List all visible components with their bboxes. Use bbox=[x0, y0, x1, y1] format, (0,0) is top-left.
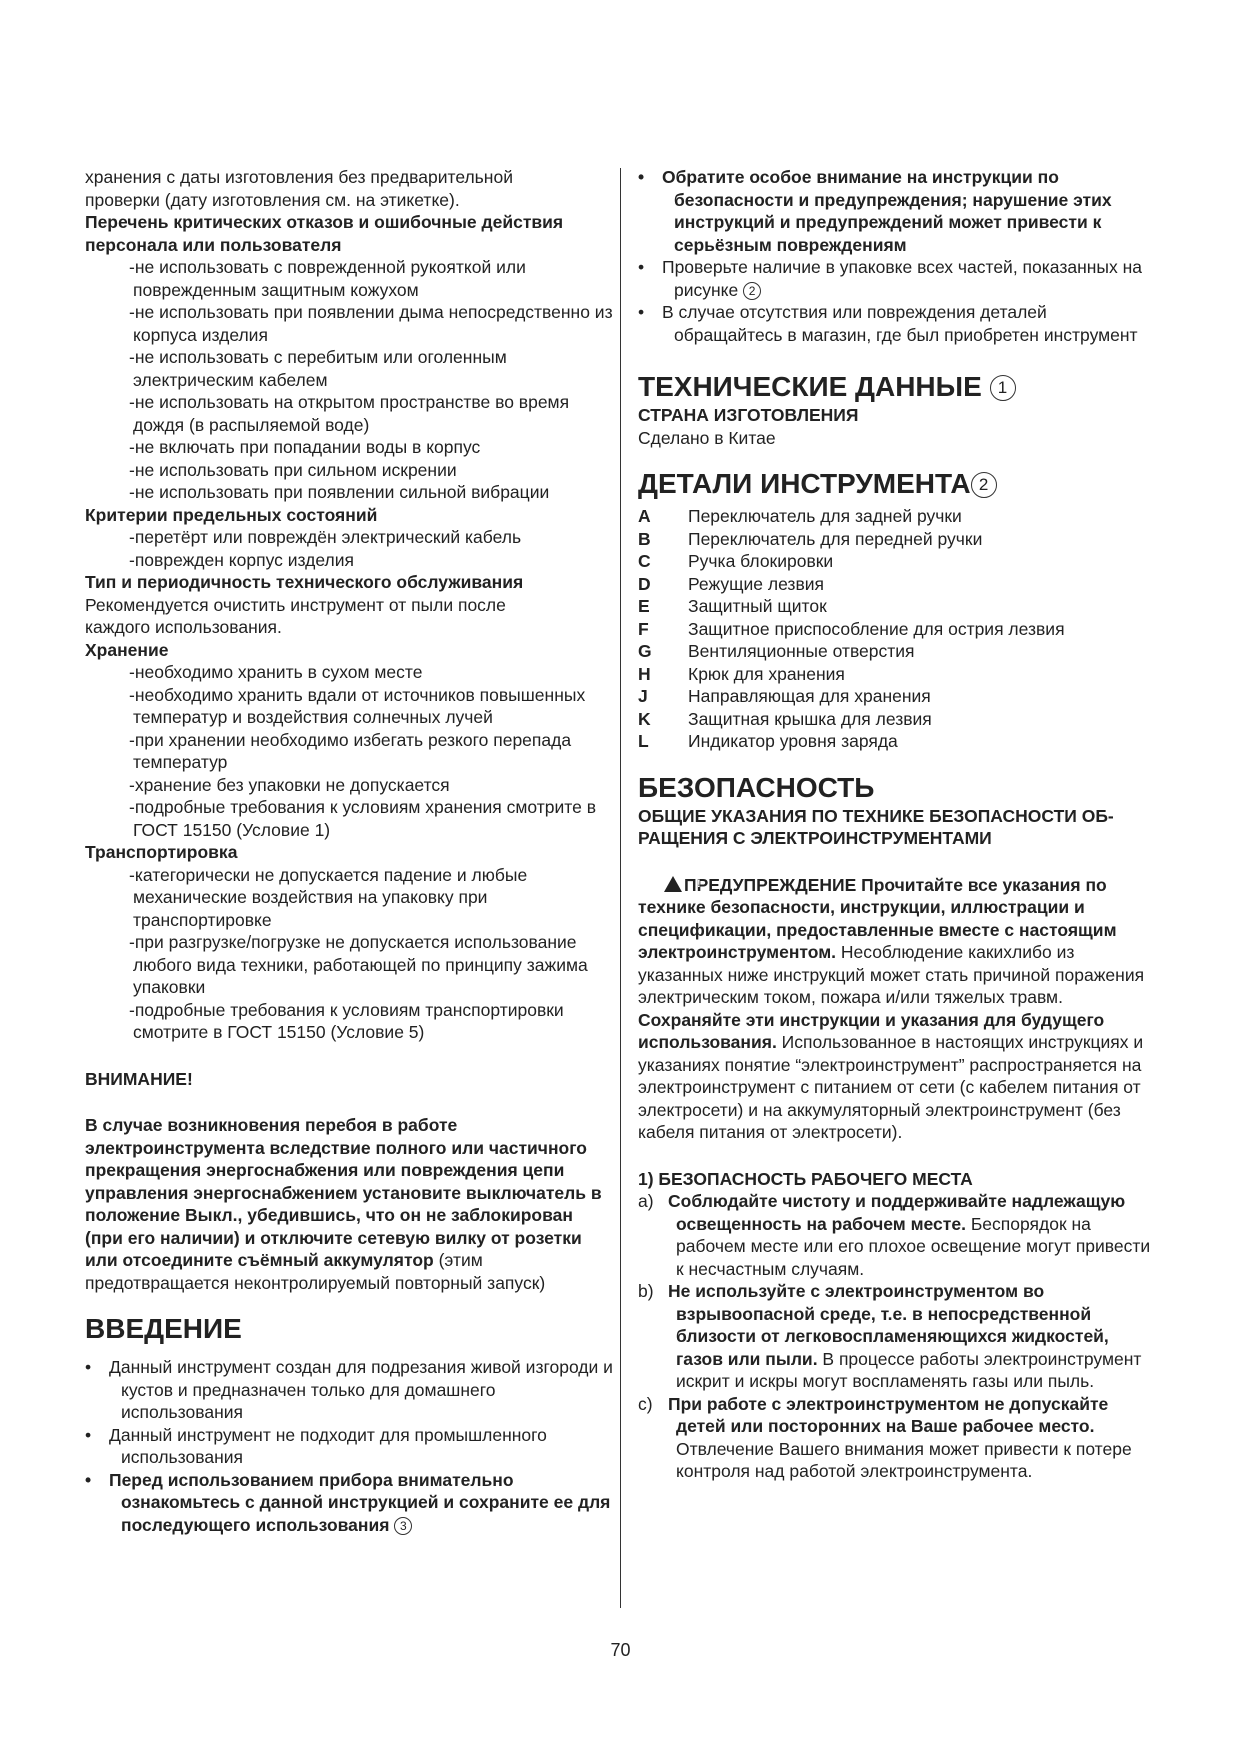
storage-title: Хранение bbox=[85, 639, 169, 660]
warning-triangle-icon bbox=[664, 876, 682, 892]
work-safety-title: 1) БЕЗОПАСНОСТЬ РАБОЧЕГО МЕСТА bbox=[638, 1168, 973, 1189]
tech-heading: ТЕХНИЧЕСКИЕ ДАННЫЕ 1 bbox=[638, 370, 1158, 404]
transport-item: -категорически не допускается падение и любые механические воздействия на упаковку при транспортировке bbox=[129, 864, 528, 930]
failure-item: -не использовать на открытом пространстве во время дождя (в распыляемой воде) bbox=[129, 392, 570, 435]
failures-title: Перечень критических отказов и ошибочные действия персонала или пользователя bbox=[85, 212, 564, 255]
intro-line-1: хранения с даты изготовления без предварительной bbox=[85, 167, 513, 187]
storage-item: -хранение без упаковки не допускается bbox=[129, 774, 450, 795]
missing-bullet: • В случае отсутствия или повреждения деталей обращайтесь в магазин, где был приобретен инструмент bbox=[638, 301, 1158, 346]
part-row: L Индикатор уровня заряда bbox=[638, 731, 898, 751]
page-number: 70 bbox=[610, 1640, 631, 1660]
attention-text bbox=[85, 1114, 615, 1294]
storage-item: -необходимо хранить в сухом месте bbox=[129, 662, 423, 682]
part-row: J Направляющая для хранения bbox=[638, 686, 931, 706]
part-row: F Защитное приспособление для острия лезвия bbox=[638, 618, 1065, 639]
storage-item: -при хранении необходимо избегать резкого перепада температур bbox=[129, 729, 572, 772]
part-row: D Режущие лезвия bbox=[638, 573, 824, 594]
left-column bbox=[85, 166, 615, 1536]
limit-item: -поврежден корпус изделия bbox=[129, 549, 354, 570]
failure-item: -не использовать при появлении дыма непосредственно из корпуса изделия bbox=[129, 302, 613, 345]
attention-title: ВНИМАНИЕ! bbox=[85, 1068, 193, 1089]
storage-item: -необходимо хранить вдали от источников повышенных температур и воздействия солнечных лучей bbox=[129, 684, 586, 727]
safety-heading: БЕЗОПАСНОСТЬ bbox=[638, 771, 875, 803]
intro-bullet: • Перед использованием прибора внимательно ознакомьтесь с данной инструкцией и сохраните ее для последующего использования 3 bbox=[85, 1469, 615, 1537]
maintenance-title: Тип и периодичность технического обслуживания bbox=[85, 572, 524, 592]
part-row: C Ручка блокировки bbox=[638, 551, 834, 571]
intro-heading: ВВЕДЕНИЕ bbox=[85, 1313, 242, 1344]
safety-subheading: ОБЩИЕ УКАЗАНИЯ ПО ТЕХНИКЕ БЕЗОПАСНОСТИ ОБ- РАЩЕНИЯ С ЭЛЕКТРОИНСТРУМЕНТАМИ bbox=[638, 805, 1114, 848]
attention-bold: В случае возникновения перебоя в работе электроинструмента вследствие полного или частичного прекращения энергоснабжения или повреждения цепи управления энергоснабжением установите выключатель в положение Выкл., убедившись, что он не заблокирован (при его наличии) и отключите сетевую вилку от розетки или отсоедините съёмный аккумулятор bbox=[85, 1115, 602, 1270]
right-column bbox=[638, 166, 1158, 1483]
part-row: B Переключатель для передней ручки bbox=[638, 528, 983, 549]
warning-label: ПРЕДУПРЕЖДЕНИЕ bbox=[684, 874, 857, 895]
attention-normal: (этим предотвращается неконтролируемый повторный запуск) bbox=[85, 1250, 546, 1293]
parts-heading: ДЕТАЛИ ИНСТРУМЕНТА 2 bbox=[638, 467, 1158, 501]
figure-ref-2: 2 bbox=[743, 282, 761, 300]
intro-bullet: • Данный инструмент не подходит для промышленного использования bbox=[85, 1424, 615, 1469]
work-item-b: b) Не используйте с электроинструментом во взрывоопасной среде, т.е. в непосредственной близости от легковоспламеняющихся жидкостей, газов или пыли. В процессе работы электроинструмент искрит и искры могут воспламенять газы или пыль. bbox=[638, 1281, 1142, 1391]
parts-list bbox=[638, 505, 1158, 753]
failure-item: -не использовать при появлении сильной вибрации bbox=[129, 482, 550, 502]
part-row: H Крюк для хранения bbox=[638, 663, 845, 684]
part-row: K Защитная крышка для лезвия bbox=[638, 708, 932, 729]
transport-item: -подробные требования к условиям транспортировки смотрите в ГОСТ 15150 (Условие 5) bbox=[129, 999, 564, 1042]
storage-item: -подробные требования к условиям хранения смотрите в ГОСТ 15150 (Условие 1) bbox=[129, 797, 596, 840]
check-bullet: • Проверьте наличие в упаковке всех частей, показанных на рисунке 2 bbox=[638, 256, 1158, 301]
figure-ref-2-heading: 2 bbox=[971, 472, 997, 498]
column-divider bbox=[620, 168, 621, 1608]
warning-paragraph: !ПРЕДУПРЕЖДЕНИЕ Прочитайте все указания по технике безопасности, инструкции, иллюстрации и спецификации, предоставленные вместе с настоящим электроинструментом. Несоблюдение какихлибо из указанных ниже инструкций может стать причиной поражения электрическим током, пожара и/или тяжелых травм. Сохраняйте эти инструкции и указания для будущего использования. Использованное в настоящих инструкциях и указаниях понятие “электроинструмент” распространяется на электроинструмент с питанием от сети (с кабелем питания от электросети) и на аккумуляторный электроинструмент (без кабеля питания от электросети). bbox=[638, 874, 1158, 1144]
limit-item: -перетёрт или повреждён электрический кабель bbox=[129, 527, 522, 547]
limits-title: Критерии предельных состояний bbox=[85, 504, 378, 525]
part-row: G Вентиляционные отверстия bbox=[638, 641, 915, 661]
figure-ref-1: 1 bbox=[990, 375, 1016, 401]
part-row: A Переключатель для задней ручки bbox=[638, 506, 962, 526]
failure-item: -не использовать с перебитым или оголенным электрическим кабелем bbox=[129, 347, 507, 390]
intro-bullet: • Данный инструмент создан для подрезания живой изгороди и кустов и предназначен только для домашнего использования bbox=[85, 1356, 615, 1424]
work-item-a: a) Соблюдайте чистоту и поддерживайте надлежащую освещенность на рабочем месте. Беспорядок на рабочем месте или его плохое освещение могут привести к несчастным случаям. bbox=[638, 1191, 1151, 1279]
country-title: СТРАНА ИЗГОТОВЛЕНИЯ bbox=[638, 405, 859, 425]
maintenance-text: каждого использования. bbox=[85, 617, 282, 637]
country-value: Сделано в Китае bbox=[638, 427, 776, 448]
transport-item: -при разгрузке/погрузке не допускается использование любого вида техники, работающей по принципу зажима упаковки bbox=[129, 932, 588, 997]
transport-title: Транспортировка bbox=[85, 842, 238, 862]
intro-line-2: проверки (дату изготовления см. на этикетке). bbox=[85, 189, 460, 210]
failure-item: -не использовать при сильном искрении bbox=[129, 459, 457, 480]
failure-item: -не использовать с поврежденной рукояткой или поврежденным защитным кожухом bbox=[129, 257, 526, 300]
maintenance-text: Рекомендуется очистить инструмент от пыли после bbox=[85, 594, 506, 615]
work-item-c: c) При работе с электроинструментом не допускайте детей или посторонних на Ваше рабочее место. Отвлечение Вашего внимания может привести к потере контроля над работой электроинструмента. bbox=[638, 1393, 1132, 1481]
failure-item: -не включать при попадании воды в корпус bbox=[129, 437, 481, 457]
safety-bullet: • Обратите особое внимание на инструкции по безопасности и предупреждения; нарушение этих инструкций и предупреждений может привести к серьёзным повреждениям bbox=[638, 166, 1158, 256]
figure-ref-3: 3 bbox=[394, 1517, 412, 1535]
part-row: E Защитный щиток bbox=[638, 596, 827, 616]
